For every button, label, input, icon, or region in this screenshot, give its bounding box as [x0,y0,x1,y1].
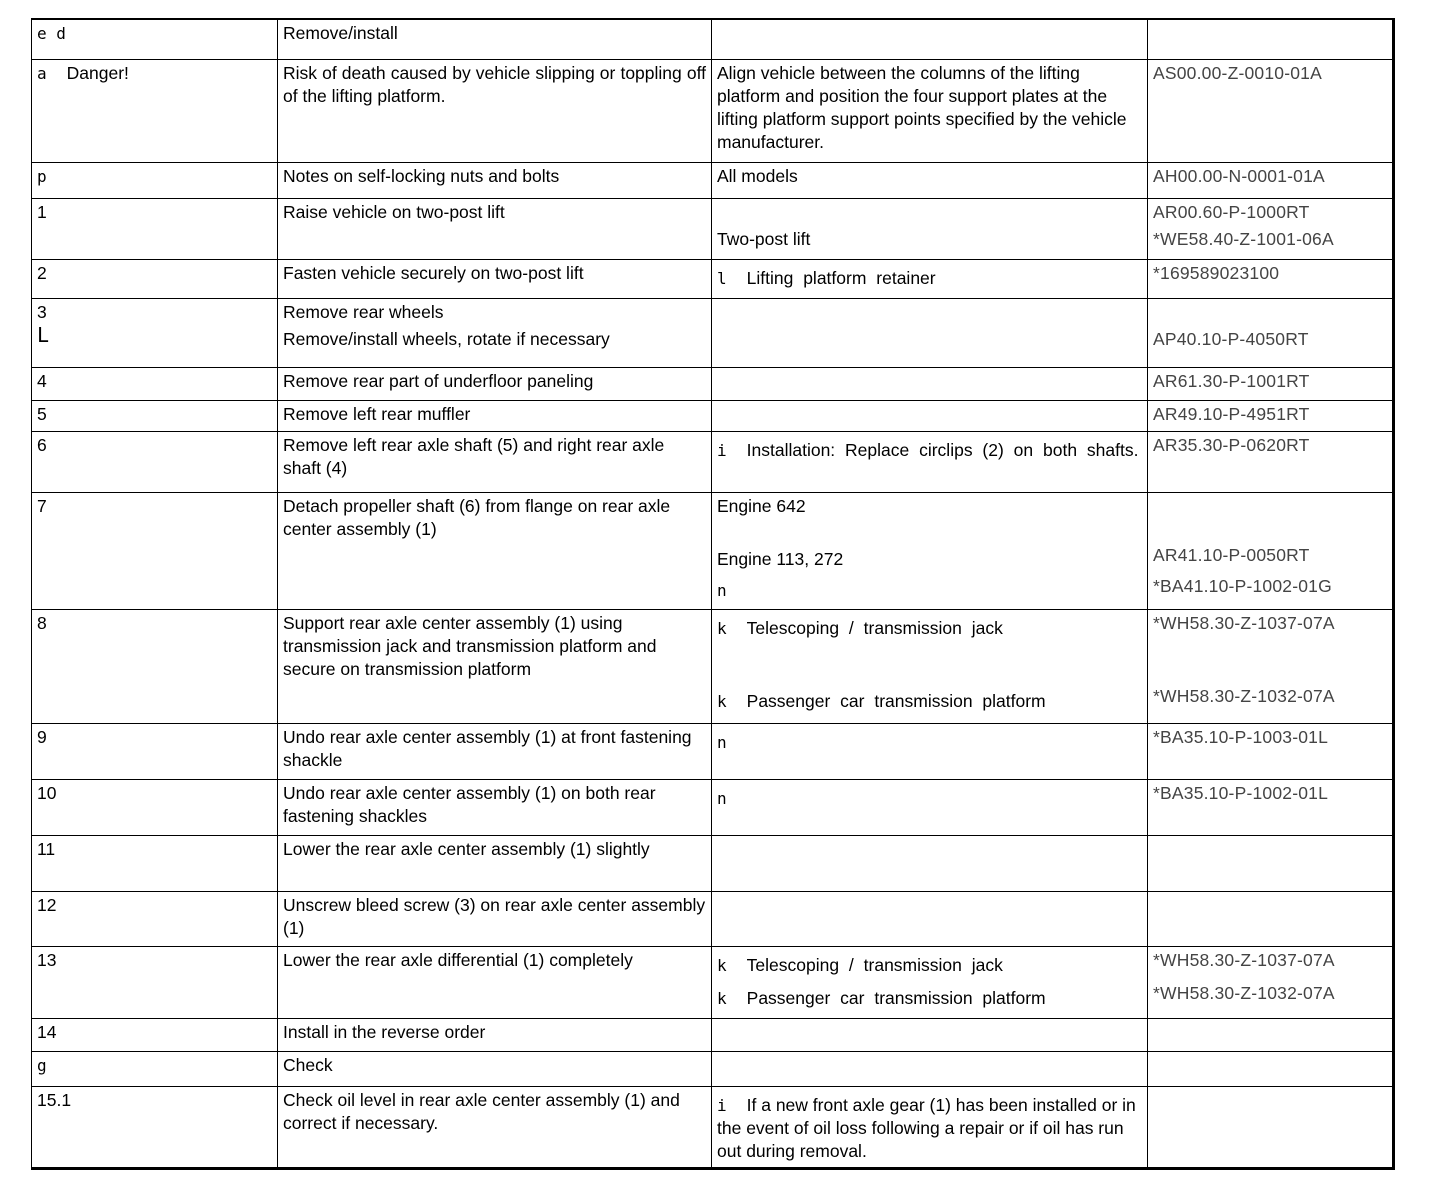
procedure-table [31,18,1395,1170]
ref-cell: AS00.00-Z-0010-01A [1148,59,1394,162]
table-row [32,723,1394,779]
ref-cell [1148,198,1394,259]
operation-cell: Fasten vehicle securely on two-post lift [278,259,712,298]
table-row [32,946,1394,1018]
tool-symbol: k [717,955,727,975]
ref-cell: *BA35.10-P-1003-01L [1148,723,1394,779]
step-cell: 11 [32,835,278,891]
note-cell [712,779,1148,835]
warning-symbol: a [37,63,47,83]
table-row [32,367,1394,400]
operation-cell: Support rear axle center assembly (1) using transmission jack and transmission platform and secure on transmission platform [278,609,712,723]
operation-cell: Check [278,1051,712,1086]
notes-symbol: n [717,788,727,808]
note-cell [712,400,1148,431]
tool-symbol: k [717,988,727,1008]
ref-cell [1148,298,1394,367]
ref-line: *BA41.10-P-1002-01G [1153,575,1332,596]
ref-line: *WH58.30-Z-1032-07A [1153,685,1335,706]
step-cell [32,1051,278,1086]
note-line: Two-post lift [717,228,811,249]
table-row [32,162,1394,198]
step-cell: 6 [32,431,278,492]
ref-cell [1148,835,1394,891]
notes-symbol: n [717,580,727,600]
operation-cell: Undo rear axle center assembly (1) at front fastening shackle [278,723,712,779]
operation-cell: Remove left rear axle shaft (5) and right rear axle shaft (4) [278,431,712,492]
step-cell: 13 [32,946,278,1018]
note-text: Telescoping / transmission jack [746,954,1003,975]
table-row [32,259,1394,298]
step-cell: 8 [32,609,278,723]
step-cell: 14 [32,1018,278,1051]
note-cell [712,1051,1148,1086]
ref-cell [1148,946,1394,1018]
tool-symbol: k [717,691,727,711]
note-line: Engine 113, 272 [717,548,844,569]
note-cell [712,19,1148,59]
operation-cell: Undo rear axle center assembly (1) on both rear fastening shackles [278,779,712,835]
ref-cell: AH00.00-N-0001-01A [1148,162,1394,198]
note-cell: Align vehicle between the columns of the lifting platform and position the four support plates at the lifting platform support points specified by the vehicle manufacturer. [712,59,1148,162]
step-cell: 10 [32,779,278,835]
table-row [32,891,1394,946]
note-cell [712,835,1148,891]
note-text: Lifting platform retainer [746,267,936,288]
operation-cell: Raise vehicle on two-post lift [278,198,712,259]
ref-cell [1148,1018,1394,1051]
step-cell: 12 [32,891,278,946]
note-line: Engine 642 [717,495,806,516]
ref-line: *WH58.30-Z-1032-07A [1153,982,1335,1003]
ref-cell: *169589023100 [1148,259,1394,298]
ref-line: AP40.10-P-4050RT [1153,328,1309,349]
note-text: If a new front axle gear (1) has been installed or in the event of oil loss following a repair or if oil has run out during removal. [717,1094,1136,1161]
operation-cell: Remove left rear muffler [278,400,712,431]
operation-cell: Unscrew bleed screw (3) on rear axle center assembly (1) [278,891,712,946]
note-cell [712,367,1148,400]
operation-line: Remove rear wheels [283,301,444,322]
operation-line: Remove/install wheels, rotate if necessary [283,328,610,349]
step-cell [32,162,278,198]
ref-cell [1148,891,1394,946]
operation-cell: Check oil level in rear axle center assembly (1) and correct if necessary. [278,1086,712,1168]
step-cell [32,19,278,59]
ref-line: *WE58.40-Z-1001-06A [1153,228,1334,249]
operation-cell: Remove rear part of underfloor paneling [278,367,712,400]
note-cell [712,723,1148,779]
note-cell: All models [712,162,1148,198]
table-row [32,1051,1394,1086]
link-symbol: L [37,322,50,347]
table-row [32,492,1394,609]
note-cell [712,891,1148,946]
ref-cell: AR49.10-P-4951RT [1148,400,1394,431]
notes-symbol: p [37,166,47,186]
operation-cell: Lower the rear axle center assembly (1) slightly [278,835,712,891]
table-row [32,1086,1394,1168]
ref-cell [1148,1086,1394,1168]
ref-line: *WH58.30-Z-1037-07A [1153,612,1335,633]
step-cell: 9 [32,723,278,779]
operation-cell: Remove/install [278,19,712,59]
ref-cell [1148,609,1394,723]
table-row [32,609,1394,723]
table-row [32,59,1394,162]
table-row [32,835,1394,891]
step-symbol: e d [37,24,66,43]
operation-cell: Notes on self-locking nuts and bolts [278,162,712,198]
note-cell [712,1086,1148,1168]
check-symbol: g [37,1055,47,1075]
note-cell [712,298,1148,367]
ref-cell: AR35.30-P-0620RT [1148,431,1394,492]
note-text: Telescoping / transmission jack [746,617,1003,638]
table-row [32,19,1394,59]
table-row [32,298,1394,367]
table-row [32,400,1394,431]
step-cell: 5 [32,400,278,431]
notes-symbol: n [717,732,727,752]
operation-cell: Detach propeller shaft (6) from flange on rear axle center assembly (1) [278,492,712,609]
danger-label: Danger! [66,62,129,83]
step-cell: 7 [32,492,278,609]
info-symbol: i [717,440,727,460]
step-cell [32,298,278,367]
note-cell [712,198,1148,259]
ref-cell [1148,19,1394,59]
note-cell [712,259,1148,298]
step-cell: 2 [32,259,278,298]
operation-cell [278,298,712,367]
ref-line: *WH58.30-Z-1037-07A [1153,949,1335,970]
step-cell: 4 [32,367,278,400]
note-text: Passenger car transmission platform [746,987,1046,1008]
step-number: 3 [37,301,47,322]
table-row [32,1018,1394,1051]
ref-line: AR00.60-P-1000RT [1153,201,1310,222]
note-cell [712,609,1148,723]
tool-symbol: k [717,618,727,638]
ref-cell [1148,1051,1394,1086]
table-row [32,431,1394,492]
ref-cell [1148,492,1394,609]
step-cell: 1 [32,198,278,259]
note-cell [712,492,1148,609]
operation-cell: Risk of death caused by vehicle slipping or toppling off of the lifting platform. [278,59,712,162]
info-symbol: i [717,1095,727,1115]
step-cell [32,59,278,162]
tool-symbol: l [717,268,727,288]
note-cell [712,946,1148,1018]
step-cell: 15.1 [32,1086,278,1168]
note-text: Installation: Replace circlips (2) on both shafts. [746,439,1139,460]
ref-cell: *BA35.10-P-1002-01L [1148,779,1394,835]
ref-line: AR41.10-P-0050RT [1153,544,1310,565]
note-cell [712,1018,1148,1051]
note-text: Passenger car transmission platform [746,690,1046,711]
operation-cell: Install in the reverse order [278,1018,712,1051]
ref-cell: AR61.30-P-1001RT [1148,367,1394,400]
note-cell [712,431,1148,492]
operation-cell: Lower the rear axle differential (1) completely [278,946,712,1018]
table-row [32,198,1394,259]
table-row [32,779,1394,835]
